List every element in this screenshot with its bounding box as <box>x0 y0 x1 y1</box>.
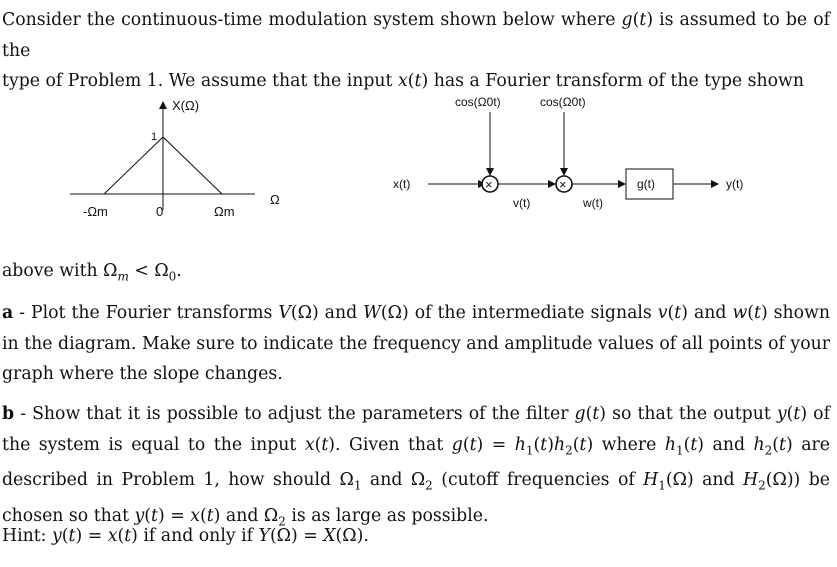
output-label: y(t) <box>726 177 744 191</box>
carrier2-label: cos(Ω0t) <box>540 95 586 109</box>
intro-line-2: type of Problem 1. We assume that the input x(t) has a Fourier transform of the type shown <box>2 71 804 91</box>
w-label: w(t) <box>583 196 603 210</box>
spectrum-neg-label: -Ωm <box>83 204 108 219</box>
intro-line-1: Consider the continuous-time modulation system shown below where g(t) is assumed to be of the <box>2 10 830 61</box>
spectrum-axis-label: Ω <box>270 192 280 207</box>
carrier1-label: cos(Ω0t) <box>455 95 501 109</box>
part-a: a - Plot the Fourier transforms V(Ω) and W(Ω) of the intermediate signals v(t) and w(t) shown in the diagram. Make sure to indicate the frequency and amplitude values of all points of your graph where the slope changes. <box>2 303 830 384</box>
block-diagram <box>393 95 743 210</box>
spectrum-plot <box>70 98 280 219</box>
spectrum-pos-label: Ωm <box>214 204 235 219</box>
filter-label: g(t) <box>637 177 655 191</box>
hint: Hint: y(t) = x(t) if and only if Y(Ω) = X(Ω). <box>2 526 369 546</box>
above-line: above with $\Omega_m < \Omega_0$. <box>2 261 182 284</box>
input-label: x(t) <box>393 177 411 191</box>
multiplier-1-symbol: × <box>485 177 493 192</box>
spectrum-peak-label: 1 <box>151 131 158 143</box>
figures <box>0 80 837 230</box>
v-label: v(t) <box>513 196 531 210</box>
spectrum-y-label: X(Ω) <box>172 98 200 113</box>
spectrum-origin-label: 0 <box>156 204 164 219</box>
part-b: b - Show that it is possible to adjust the parameters of the filter g(t) so that the output y(t) of the system is equal to the input x(t). Given that $g(t) = h_1(t)h_2(t)$ where $h_1(t)$ and $h_2(t)$ are described in Problem 1, how should $\Omega_1$ and $\Omega_2$ (cutoff frequencies of $H_1(\Omega)$ and $H_2(\Omega)$) be chosen so that y(t) = x(t) and $\Omega_2$ is as large as possible. <box>2 404 831 529</box>
multiplier-2-symbol: × <box>559 177 567 192</box>
